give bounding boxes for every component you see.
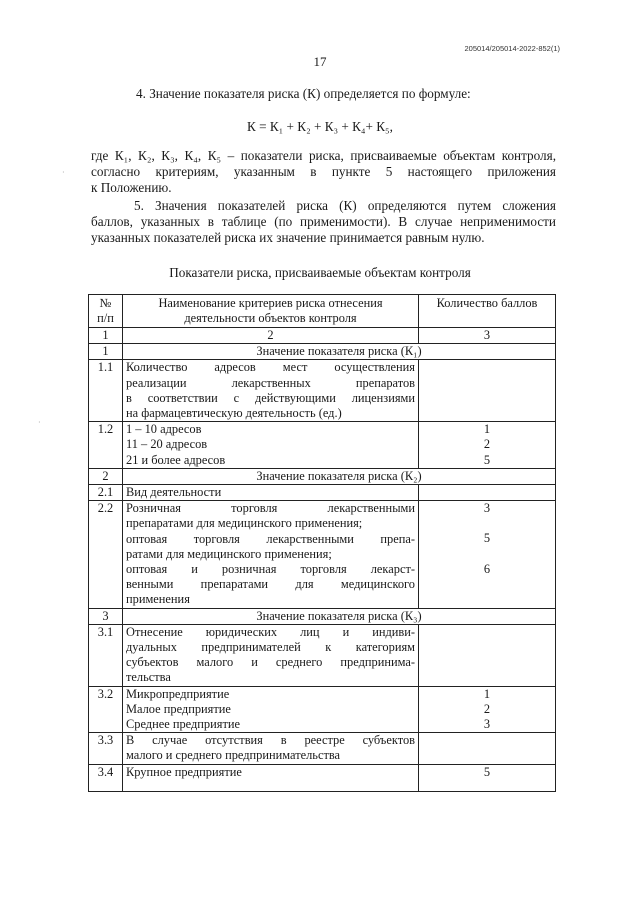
points-value: 3 bbox=[483, 501, 491, 516]
header-criteria-line: Наименование критериев риска отнесения bbox=[158, 296, 383, 310]
document-id: 205014/205014-2022-852(1) bbox=[464, 44, 560, 53]
criteria-cell bbox=[123, 501, 419, 608]
points-cell bbox=[419, 422, 556, 469]
row-number: 2 bbox=[89, 468, 123, 484]
criteria-cell bbox=[123, 624, 419, 686]
where-line-1: где К₁, К₂, К₃, К₄, К₅ – показатели риска, присваиваемые объектам контроля, bbox=[91, 148, 556, 163]
criteria-line: 11 – 20 адресов bbox=[126, 437, 208, 452]
table-title: Показатели риска, присваиваемые объектам контроля bbox=[169, 265, 471, 280]
criteria-cell bbox=[123, 733, 419, 764]
points-value: 5 bbox=[483, 531, 491, 546]
criteria-line: Малое предприятие bbox=[126, 701, 231, 716]
criteria-line: малого и среднего предпринимательства bbox=[126, 748, 341, 763]
col-number: 1 bbox=[89, 328, 123, 344]
criteria-line: тельства bbox=[126, 670, 171, 685]
header-criteria-line: деятельности объектов контроля bbox=[184, 311, 357, 325]
section-row-k2 bbox=[89, 468, 556, 484]
points-cell bbox=[419, 485, 556, 501]
scan-speck: · bbox=[38, 418, 41, 427]
row-number: 3.4 bbox=[89, 764, 123, 791]
item-4-text: 4. Значение показателя риска (К) определяется по формуле: bbox=[136, 86, 471, 101]
row-number: 2.2 bbox=[89, 501, 123, 608]
table-row bbox=[89, 422, 556, 469]
header-points: Количество баллов bbox=[419, 295, 556, 328]
criteria-line: 21 и более адресов bbox=[126, 452, 226, 467]
criteria-line: 1 – 10 адресов bbox=[126, 422, 202, 437]
points-cell bbox=[419, 360, 556, 422]
criteria-line: в соответствии с действующими лицензиями bbox=[126, 390, 415, 405]
criteria-line: дуальных предпринимателей к категориям bbox=[126, 640, 415, 655]
criteria-line: Розничная торговля лекарственными bbox=[126, 501, 415, 516]
section-title: Значение показателя риска (К₁) bbox=[123, 344, 556, 360]
criteria-cell bbox=[123, 422, 419, 469]
criteria-line: оптовая и розничная торговля лекарст- bbox=[126, 562, 415, 577]
points-value: 1 bbox=[483, 422, 491, 437]
row-number: 2.1 bbox=[89, 485, 123, 501]
table-row bbox=[89, 764, 556, 791]
criteria-cell bbox=[123, 686, 419, 733]
criteria-line: применения bbox=[126, 592, 190, 607]
points-cell bbox=[419, 733, 556, 764]
where-line-2: согласно критериям, указанным в пункте 5 настоящего приложения bbox=[91, 164, 556, 179]
criteria-line: на фармацевтическую деятельность (ед.) bbox=[126, 406, 342, 421]
header-num-line: № bbox=[99, 296, 112, 310]
where-line-3: к Положению. bbox=[91, 180, 172, 195]
points-value: 6 bbox=[483, 561, 491, 576]
table-row bbox=[89, 485, 556, 501]
row-number: 3.3 bbox=[89, 733, 123, 764]
points-value: 5 bbox=[483, 452, 491, 467]
criteria-line: венными препаратами для медицинского bbox=[126, 577, 415, 592]
header-num bbox=[89, 295, 123, 328]
section-row-k3 bbox=[89, 608, 556, 624]
table-row bbox=[89, 501, 556, 608]
points-value: 2 bbox=[483, 437, 491, 452]
col-number: 3 bbox=[419, 328, 556, 344]
criteria-cell bbox=[123, 360, 419, 422]
criteria-line: Отнесение юридических лиц и индиви- bbox=[126, 624, 415, 639]
criteria-cell: Крупное предприятие bbox=[123, 764, 419, 791]
table-row bbox=[89, 686, 556, 733]
row-number: 1.1 bbox=[89, 360, 123, 422]
row-number: 1.2 bbox=[89, 422, 123, 469]
criteria-line: реализации лекарственных препаратов bbox=[126, 375, 415, 390]
criteria-line: субъектов малого и среднего предпринима- bbox=[126, 655, 415, 670]
row-number: 3 bbox=[89, 608, 123, 624]
criteria-line: В случае отсутствия в реестре субъектов bbox=[126, 733, 415, 748]
row-number: 3.1 bbox=[89, 624, 123, 686]
points-value: 1 bbox=[483, 686, 491, 701]
points-value: 2 bbox=[483, 701, 491, 716]
page-number: 17 bbox=[313, 54, 327, 69]
points-cell bbox=[419, 501, 556, 608]
criteria-line: Среднее предприятие bbox=[126, 717, 240, 732]
header-criteria bbox=[123, 295, 419, 328]
scan-speck: · bbox=[62, 168, 65, 177]
row-number: 3.2 bbox=[89, 686, 123, 733]
criteria-cell: Вид деятельности bbox=[123, 485, 419, 501]
points-cell bbox=[419, 686, 556, 733]
risk-indicators-table bbox=[88, 294, 556, 792]
criteria-line: Микропредприятие bbox=[126, 686, 230, 701]
header-num-line: п/п bbox=[97, 311, 114, 325]
item5-line-3: указанных показателей риска их значение принимается равным нулю. bbox=[91, 230, 485, 245]
row-number: 1 bbox=[89, 344, 123, 360]
criteria-line: оптовая торговля лекарственными препа- bbox=[126, 531, 415, 546]
item5-line-1: 5. Значения показателей риска (К) определяются путем сложения bbox=[134, 198, 556, 213]
criteria-line: препаратами для медицинского применения; bbox=[126, 516, 363, 531]
table-row bbox=[89, 624, 556, 686]
risk-formula: К = К₁ + К₂ + К₃ + К₄+ К₅, bbox=[247, 119, 393, 134]
section-title: Значение показателя риска (К₃) bbox=[123, 608, 556, 624]
table-header-row bbox=[89, 295, 556, 328]
item5-line-2: баллов, указанных в таблице (по применимости). В случае неприменимости bbox=[91, 214, 556, 229]
table-row bbox=[89, 733, 556, 764]
points-value: 3 bbox=[483, 717, 491, 732]
points-cell: 5 bbox=[419, 764, 556, 791]
col-number: 2 bbox=[123, 328, 419, 344]
section-row-k1 bbox=[89, 344, 556, 360]
column-number-row bbox=[89, 328, 556, 344]
points-cell bbox=[419, 624, 556, 686]
criteria-line: Количество адресов мест осуществления bbox=[126, 360, 415, 375]
criteria-line: ратами для медицинского применения; bbox=[126, 546, 332, 561]
table-row bbox=[89, 360, 556, 422]
section-title: Значение показателя риска (К₂) bbox=[123, 468, 556, 484]
